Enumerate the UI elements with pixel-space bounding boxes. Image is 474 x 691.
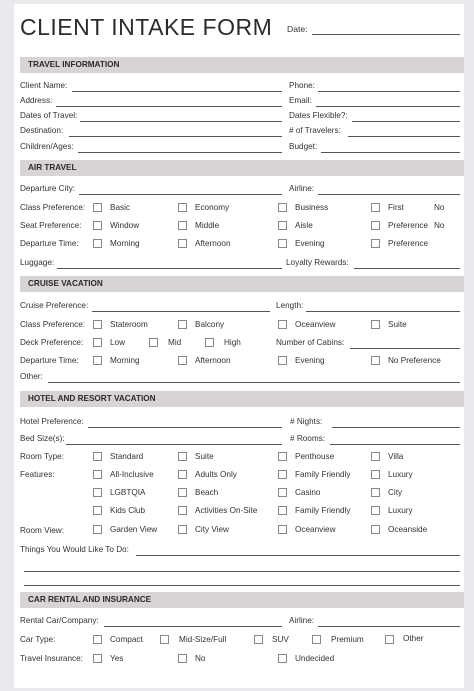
option-label: Villa	[388, 452, 404, 461]
form-title: CLIENT INTAKE FORM	[20, 14, 273, 40]
section-heading: AIR TRAVEL	[28, 163, 77, 172]
section-heading: CRUISE VACATION	[28, 279, 103, 288]
cruise-class-preference-label: Class Preference:	[20, 320, 86, 329]
things-to-do-field[interactable]	[136, 555, 460, 556]
nights-label: # Nights:	[290, 417, 323, 426]
cruise-other-field[interactable]	[48, 382, 460, 383]
section-travel-information	[20, 57, 464, 73]
room-type-label: Room Type:	[20, 452, 64, 461]
option-label: Preference	[388, 221, 429, 230]
option-label: Activities On-Site	[195, 506, 258, 515]
option-label: Stateroom	[110, 320, 148, 329]
length-label: Length:	[276, 301, 304, 310]
option-label: Other	[403, 634, 424, 643]
cruise-time-morning-checkbox[interactable]	[93, 356, 102, 365]
option-label: Aisle	[295, 221, 313, 230]
luggage-label: Luggage:	[20, 258, 55, 267]
option-label: High	[224, 338, 241, 347]
num-travelers-label: # of Travelers:	[289, 126, 341, 135]
option-label: Evening	[295, 239, 325, 248]
section-air-travel	[20, 160, 464, 176]
departure-city-label: Departure City:	[20, 184, 76, 193]
cruise-balcony-checkbox[interactable]	[178, 320, 187, 329]
option-label: City	[388, 488, 403, 497]
seat-aisle-checkbox[interactable]	[278, 221, 287, 230]
deck-mid-checkbox[interactable]	[149, 338, 158, 347]
cruise-time-no-preference-checkbox[interactable]	[371, 356, 380, 365]
option-label: Afternoon	[195, 239, 231, 248]
section-cruise-vacation	[20, 276, 464, 292]
option-label: Business	[295, 203, 329, 212]
car-midsize-checkbox[interactable]	[160, 635, 169, 644]
rooms-label: # Rooms:	[290, 434, 326, 443]
option-label: City View	[195, 525, 229, 534]
cruise-departure-time-label: Departure Time:	[20, 356, 79, 365]
length-field[interactable]	[306, 311, 460, 312]
option-label: Suite	[388, 320, 407, 329]
email-label: Email:	[289, 96, 312, 105]
budget-label: Budget:	[289, 142, 318, 151]
rooms-field[interactable]	[330, 444, 460, 445]
car-type-label: Car Type:	[20, 635, 56, 644]
cruise-preference-label: Cruise Preference:	[20, 301, 89, 310]
destination-field[interactable]	[69, 136, 282, 137]
departure-city-field[interactable]	[79, 194, 282, 195]
option-label: Standard	[110, 452, 144, 461]
feature-adults-only-checkbox[interactable]	[178, 470, 187, 479]
seat-preference-label: Seat Preference:	[20, 221, 82, 230]
option-label: No	[195, 654, 206, 663]
option-label: Preference	[388, 239, 429, 248]
class-basic-checkbox[interactable]	[93, 203, 102, 212]
number-of-cabins-label: Number of Cabins:	[276, 338, 345, 347]
option-extra-label: No	[434, 221, 445, 230]
insurance-no-checkbox[interactable]	[178, 654, 187, 663]
email-field[interactable]	[316, 106, 460, 107]
feature-family-friendly-2-checkbox[interactable]	[278, 506, 287, 515]
option-label: Basic	[110, 203, 131, 212]
airline-label: Airline:	[289, 184, 315, 193]
option-label: Oceanview	[295, 320, 336, 329]
option-label: Morning	[110, 239, 140, 248]
feature-activities-checkbox[interactable]	[178, 506, 187, 515]
option-extra-label: No	[434, 203, 445, 212]
section-heading: HOTEL AND RESORT VACATION	[28, 394, 156, 403]
insurance-undecided-checkbox[interactable]	[278, 654, 287, 663]
phone-label: Phone:	[289, 81, 315, 90]
option-label: Luxury	[388, 470, 413, 479]
things-to-do-label: Things You Would Like To Do:	[20, 545, 129, 554]
cruise-stateroom-checkbox[interactable]	[93, 320, 102, 329]
things-to-do-line-3[interactable]	[24, 585, 460, 586]
room-villa-checkbox[interactable]	[371, 452, 380, 461]
option-label: Mid	[168, 338, 182, 347]
option-label: Afternoon	[195, 356, 231, 365]
option-label: Evening	[295, 356, 325, 365]
cruise-oceanview-checkbox[interactable]	[278, 320, 287, 329]
option-label: Family Friendly	[295, 470, 351, 479]
hotel-preference-label: Hotel Preference:	[20, 417, 84, 426]
num-travelers-field[interactable]	[348, 136, 460, 137]
feature-all-inclusive-checkbox[interactable]	[93, 470, 102, 479]
feature-casino-checkbox[interactable]	[278, 488, 287, 497]
dates-flexible-label: Dates Flexible?:	[289, 111, 348, 120]
option-label: Suite	[195, 452, 214, 461]
children-ages-label: Children/Ages:	[20, 142, 74, 151]
view-garden-checkbox[interactable]	[93, 525, 102, 534]
airline-field[interactable]	[318, 194, 460, 195]
option-label: LGBTQIA	[110, 488, 146, 497]
cruise-time-evening-checkbox[interactable]	[278, 356, 287, 365]
date-label: Date:	[287, 24, 308, 34]
hotel-preference-field[interactable]	[88, 427, 282, 428]
car-suv-checkbox[interactable]	[254, 635, 263, 644]
section-car-rental	[20, 592, 464, 608]
address-field[interactable]	[56, 106, 282, 107]
deck-low-checkbox[interactable]	[93, 338, 102, 347]
client-name-field[interactable]	[72, 91, 282, 92]
dates-of-travel-field[interactable]	[80, 121, 282, 122]
option-label: First	[388, 203, 404, 212]
time-evening-checkbox[interactable]	[278, 239, 287, 248]
deck-preference-label: Deck Preference:	[20, 338, 84, 347]
cruise-other-label: Other:	[20, 372, 43, 381]
option-label: Premium	[331, 635, 364, 644]
feature-luxury-2-checkbox[interactable]	[371, 506, 380, 515]
option-label: Morning	[110, 356, 140, 365]
budget-field[interactable]	[321, 152, 460, 153]
option-label: Garden View	[110, 525, 158, 534]
features-label: Features:	[20, 470, 55, 479]
car-airline-field[interactable]	[318, 626, 460, 627]
children-ages-field[interactable]	[78, 152, 282, 153]
option-label: Penthouse	[295, 452, 335, 461]
car-compact-checkbox[interactable]	[93, 635, 102, 644]
class-first-checkbox[interactable]	[371, 203, 380, 212]
departure-time-label: Departure Time:	[20, 239, 79, 248]
travel-insurance-label: Travel Insurance:	[20, 654, 83, 663]
feature-family-friendly-checkbox[interactable]	[278, 470, 287, 479]
address-label: Address:	[20, 96, 53, 105]
option-label: No Preference	[388, 356, 441, 365]
option-label: Balcony	[195, 320, 225, 329]
time-preference-checkbox[interactable]	[371, 239, 380, 248]
view-oceanside-checkbox[interactable]	[371, 525, 380, 534]
destination-label: Destination:	[20, 126, 64, 135]
phone-field[interactable]	[318, 91, 460, 92]
option-label: Yes	[110, 654, 124, 663]
feature-luxury-checkbox[interactable]	[371, 470, 380, 479]
option-label: Compact	[110, 635, 143, 644]
class-economy-checkbox[interactable]	[178, 203, 187, 212]
section-hotel-resort	[20, 391, 464, 407]
loyalty-rewards-field[interactable]	[354, 268, 460, 269]
dates-flexible-field[interactable]	[352, 121, 460, 122]
loyalty-rewards-label: Loyalty Rewards:	[286, 258, 349, 267]
bed-sizes-field[interactable]	[66, 444, 282, 445]
luggage-field[interactable]	[57, 268, 282, 269]
car-premium-checkbox[interactable]	[312, 635, 321, 644]
section-heading: TRAVEL INFORMATION	[28, 60, 120, 69]
seat-middle-checkbox[interactable]	[178, 221, 187, 230]
feature-lgbtqia-checkbox[interactable]	[93, 488, 102, 497]
option-label: Economy	[195, 203, 230, 212]
client-name-label: Client Name:	[20, 81, 68, 90]
rental-company-field[interactable]	[104, 626, 282, 627]
car-other-checkbox[interactable]	[385, 635, 394, 644]
rental-company-label: Rental Car/Company:	[20, 616, 99, 625]
time-afternoon-checkbox[interactable]	[178, 239, 187, 248]
feature-city-checkbox[interactable]	[371, 488, 380, 497]
option-label: Kids Club	[110, 506, 146, 515]
date-field[interactable]	[312, 34, 460, 35]
option-label: Beach	[195, 488, 219, 497]
option-label: Luxury	[388, 506, 413, 515]
room-penthouse-checkbox[interactable]	[278, 452, 287, 461]
seat-preference-checkbox[interactable]	[371, 221, 380, 230]
class-business-checkbox[interactable]	[278, 203, 287, 212]
car-airline-label: Airline:	[289, 616, 315, 625]
cruise-suite-checkbox[interactable]	[371, 320, 380, 329]
option-label: SUV	[272, 635, 289, 644]
cruise-preference-field[interactable]	[92, 311, 270, 312]
option-label: Oceanside	[388, 525, 428, 534]
feature-beach-checkbox[interactable]	[178, 488, 187, 497]
section-heading: CAR RENTAL AND INSURANCE	[28, 595, 152, 604]
things-to-do-line-2[interactable]	[24, 571, 460, 572]
room-view-label: Room View:	[20, 526, 64, 535]
dates-of-travel-label: Dates of Travel:	[20, 111, 78, 120]
seat-window-checkbox[interactable]	[93, 221, 102, 230]
bed-sizes-label: Bed Size(s):	[20, 434, 65, 443]
number-of-cabins-field[interactable]	[350, 348, 460, 349]
class-preference-label: Class Preference:	[20, 203, 86, 212]
room-standard-checkbox[interactable]	[93, 452, 102, 461]
option-label: Low	[110, 338, 126, 347]
option-label: Window	[110, 221, 140, 230]
option-label: Oceanview	[295, 525, 336, 534]
option-label: All-Inclusive	[110, 470, 154, 479]
option-label: Undecided	[295, 654, 335, 663]
option-label: Mid-Size/Full	[179, 635, 227, 644]
time-morning-checkbox[interactable]	[93, 239, 102, 248]
option-label: Adults Only	[195, 470, 237, 479]
view-city-checkbox[interactable]	[178, 525, 187, 534]
cruise-time-afternoon-checkbox[interactable]	[178, 356, 187, 365]
deck-high-checkbox[interactable]	[205, 338, 214, 347]
nights-field[interactable]	[332, 427, 460, 428]
room-suite-checkbox[interactable]	[178, 452, 187, 461]
feature-kids-club-checkbox[interactable]	[93, 506, 102, 515]
insurance-yes-checkbox[interactable]	[93, 654, 102, 663]
view-oceanview-checkbox[interactable]	[278, 525, 287, 534]
option-label: Middle	[195, 221, 220, 230]
intake-form-page	[14, 4, 464, 688]
option-label: Casino	[295, 488, 321, 497]
option-label: Family Friendly	[295, 506, 351, 515]
